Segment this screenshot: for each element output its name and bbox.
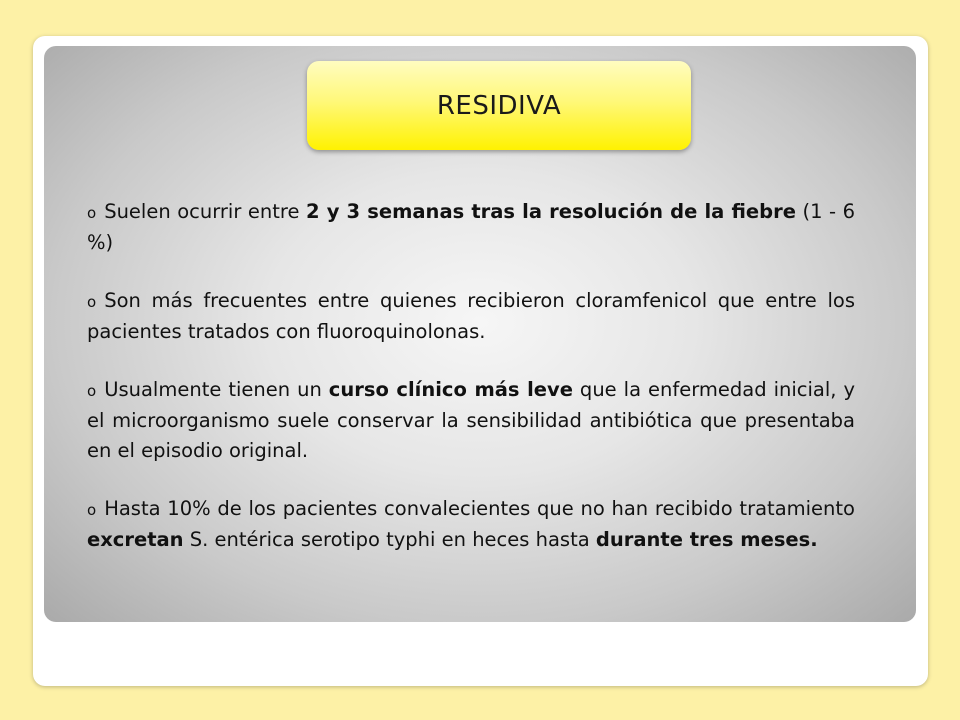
bullet-item-4 xyxy=(87,494,855,555)
bullet-text: Suelen ocurrir entre xyxy=(104,200,307,223)
bullet-marker: o xyxy=(87,204,97,222)
bullet-text-bold: 2 y 3 semanas tras la resolución de la fiebre xyxy=(306,200,796,223)
bullet-marker: o xyxy=(87,501,97,519)
title-banner xyxy=(307,61,691,150)
bullet-text-bold: curso clínico más leve xyxy=(328,378,573,401)
slide-title: RESIDIVA xyxy=(436,90,562,121)
bullet-item-2 xyxy=(87,286,855,347)
bullet-text: Son más frecuentes entre quienes recibieron cloramfenicol que entre los pacientes tratados con fluoroquinolonas. xyxy=(87,289,855,343)
bullet-text-bold: durante tres meses. xyxy=(595,528,818,551)
bullet-marker: o xyxy=(87,293,97,311)
bullet-text: S. entérica serotipo typhi en heces hasta xyxy=(183,528,596,551)
bullet-text-bold: excretan xyxy=(87,528,184,551)
bullet-list xyxy=(87,197,855,583)
bullet-text: Hasta 10% de los pacientes convalecientes que no han recibido tratamiento xyxy=(104,497,855,520)
bullet-item-1 xyxy=(87,197,855,258)
bullet-text: (1 - 6 %) xyxy=(87,200,856,254)
bullet-item-3 xyxy=(87,375,855,466)
bullet-text: Usualmente tienen un xyxy=(104,378,329,401)
bullet-marker: o xyxy=(87,382,97,400)
bullet-text: que la enfermedad inicial, y el microorganismo suele conservar la sensibilidad antibiótica que presentaba en el episodio original. xyxy=(87,378,855,462)
